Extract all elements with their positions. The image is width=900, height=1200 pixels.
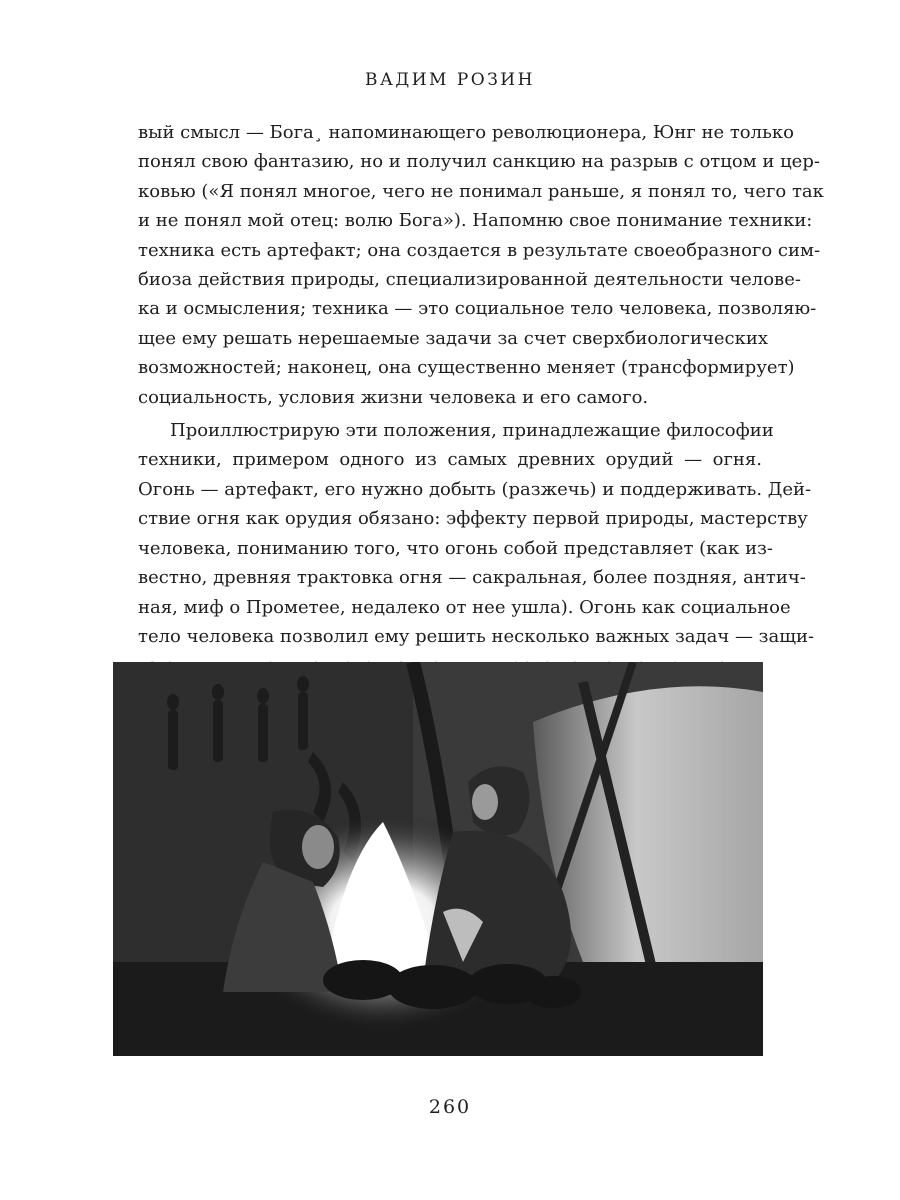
text-line: ка и осмысления; техника — это социальное тело человека, позволяю-	[138, 298, 817, 320]
text-line: ковью («Я понял многое, чего не понимал раньше, я понял то, чего так	[138, 180, 824, 202]
text-line: социальность, условия жизни человека и его самого.	[138, 386, 649, 408]
running-head: ВАДИМ РОЗИН	[365, 70, 535, 90]
body-text	[138, 118, 824, 681]
text-line: биоза действия природы, специализированной деятельности челове-	[138, 269, 801, 291]
illustration	[113, 662, 763, 1056]
text-line: Проиллюстрирую эти положения, принадлежащие философии	[170, 420, 774, 442]
text-line: Огонь — артефакт, его нужно добыть (разжечь) и поддерживать. Дей-	[138, 478, 812, 500]
text-line: и не понял мой отец: волю Бога»). Напомню свое понимание техники:	[138, 210, 813, 232]
text-line: ная, миф о Прометее, недалеко от нее ушла). Огонь как социальное	[138, 596, 791, 618]
text-line: тело человека позволил ему решить несколько важных задач — защи-	[138, 625, 815, 647]
text-line: техники, примером одного из самых древних орудий — огня.	[138, 449, 762, 471]
page-number: 260	[428, 1096, 472, 1118]
text-line: человека, пониманию того, что огонь собой представляет (как из-	[138, 537, 773, 559]
text-line: вый смысл — Бога¸ напоминающего революционера, Юнг не только	[138, 122, 794, 143]
paragraph-2	[138, 416, 815, 681]
text-line: возможностей; наконец, она существенно меняет (трансформирует)	[138, 357, 795, 379]
text-line: ствие огня как орудия обязано: эффекту первой природы, мастерству	[138, 508, 808, 530]
fire-cave-drawing	[113, 662, 763, 1056]
text-line: понял свою фантазию, но и получил санкцию на разрыв с отцом и цер-	[138, 151, 820, 173]
text-line: щее ему решать нерешаемые задачи за счет сверхбиологических	[138, 327, 768, 349]
text-line: техника есть артефакт; она создается в результате своеобразного сим-	[138, 239, 821, 261]
text-line: вестно, древняя трактовка огня — сакральная, более поздняя, антич-	[138, 567, 806, 589]
paragraph-1	[138, 118, 824, 412]
